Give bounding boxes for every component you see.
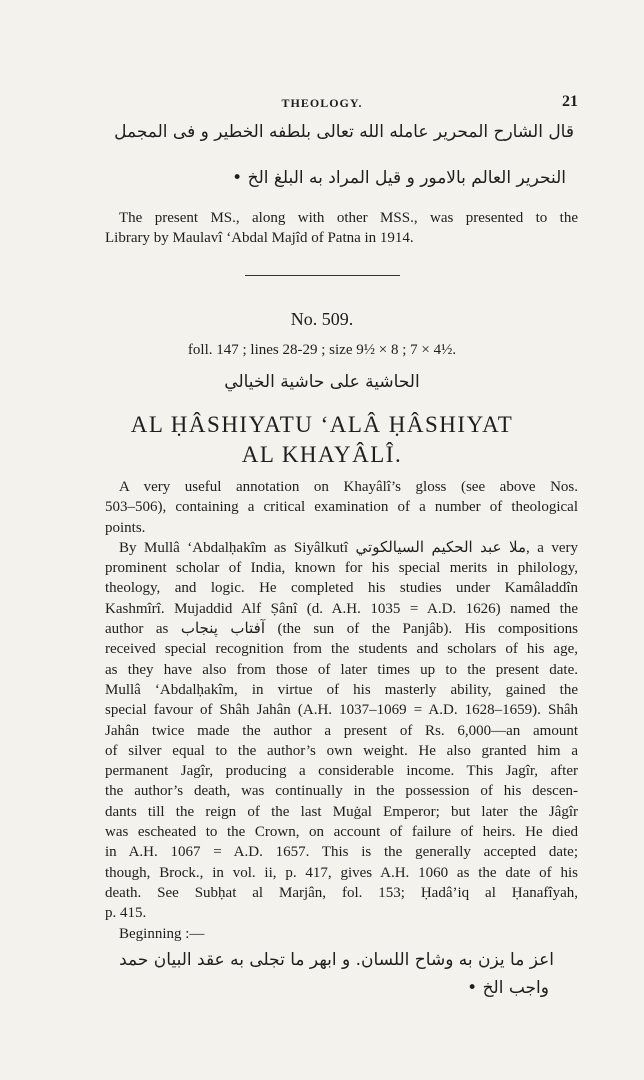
note-line: The present MS., along with other MSS., was presented to the [119,210,578,226]
body-line: Beginning :— [119,925,205,942]
beginning-arabic-line: اعز ما يزن به وشاح اللسان. و ابهر ما تجلى به عقد البيان حمد [119,950,554,970]
body-line: received special recognition from the students and scholars of his age, [105,641,578,658]
body-line: 503–506), containing a critical examination of a number of theological [105,499,578,516]
running-title: THEOLOGY. [281,96,363,110]
body-line: Mullâ ‘Abdalḥakîm, in virtue of his masterly ability, gained the [105,681,578,698]
body-line: author as آفتاب پنجاب (the sun of the Panjâb). His compositions [105,621,578,638]
provenance-note [105,208,578,248]
body-line: By Mullâ ‘Abdalḥakîm as Siyâlkutî ملا عبد الحكيم السيالكوتي, a very [119,539,578,556]
entry-title [0,410,644,470]
note-line: Library by Maulavî ‘Abdal Majîd of Patna in 1914. [105,230,414,246]
entry-body [105,477,578,944]
entry-number: No. 509. [290,309,354,329]
title-line: AL ḤÂSHIYATU ‘ALÂ ḤÂSHIYAT [130,412,514,437]
body-line: special favour of Shâh Jahân (A.H. 1037–1069 = A.D. 1628–1659). Shâh [105,702,578,719]
body-line: dants till the reign of the last Muġal Emperor; but later the Jâgîr [105,803,578,820]
body-line: of silver equal to the author’s own weight. He also granted him a [105,742,578,759]
arabic-text-line: قال الشارح المحرير عامله الله تعالى بلطفه الخطير و فى المجمل [114,122,574,142]
arabic-title: الحاشية على حاشية الخيالي [224,372,420,392]
body-line: permanent Jagîr, producing a considerable income. This Jagîr, after [105,763,578,780]
body-line: prominent scholar of India, known for his special merits in philology, [105,560,578,577]
body-line: Kashmîrî. Mujaddid Alf Ṣânî (d. A.H. 1035 = A.D. 1626) named the [105,600,578,617]
body-line: theology, and logic. He completed his studies under Kamâladdîn [105,580,578,597]
body-line: in A.H. 1067 = A.D. 1657. This is the generally accepted date; [105,844,578,861]
section-divider [245,275,400,276]
body-line: death. See Subḥat al Marjân, fol. 153; Ḥadâ’iq al Ḥanafîyah, [105,884,578,901]
title-line: AL KHAYÂLÎ. [241,442,403,467]
body-line: though, Brock., in vol. ii, p. 417, gives A.H. 1060 as the date of his [105,864,578,881]
body-line: Jahân twice made the author a present of Rs. 6,000—an amount [105,722,578,739]
body-line: p. 415. [105,905,147,922]
collation: foll. 147 ; lines 28-29 ; size 9½ × 8 ; 7 × 4½. [187,342,457,358]
body-line: was escheated to the Crown, on account of failure of heirs. He died [105,824,578,841]
body-line: the author’s death, was continually in the possession of his descen- [105,783,578,800]
body-line: points. [105,519,146,536]
body-line: A very useful annotation on Khayâlî’s gloss (see above Nos. [119,479,578,495]
page-number: 21 [562,93,578,110]
beginning-arabic-line: واجب الخ • [467,978,549,998]
arabic-text-line: النحرير العالم بالامور و قيل المراد به البلغ الخ • [232,168,566,188]
body-line: as they have also from those of later times up to the present date. [105,661,578,678]
